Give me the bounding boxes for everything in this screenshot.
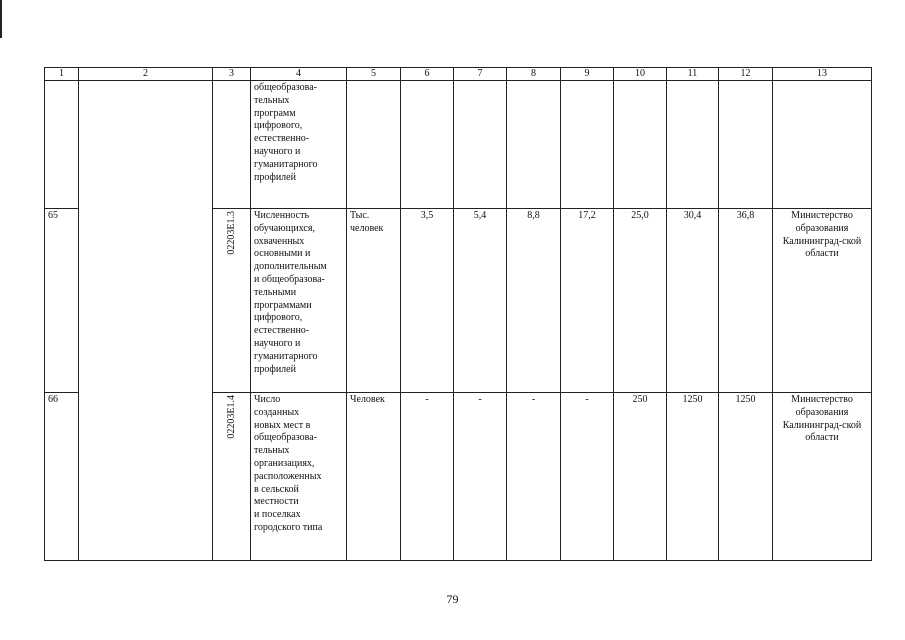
description-line: основными и — [254, 248, 311, 260]
column-header: 9 — [561, 68, 614, 81]
column-header: 11 — [667, 68, 719, 81]
description-line: дополнительным — [254, 261, 327, 273]
value-cell — [454, 81, 507, 209]
column-header: 3 — [213, 68, 251, 81]
value-cell: 30,4 — [667, 209, 719, 393]
indicator-code-cell — [213, 81, 251, 209]
indicator-code: 02203E1.3 — [225, 211, 237, 255]
description-line: охваченных — [254, 235, 305, 247]
description-line: цифрового, — [254, 120, 303, 132]
value-cell — [614, 81, 667, 209]
indicator-code-cell — [213, 393, 251, 561]
description-line: цифрового, — [254, 312, 303, 324]
description-line: городского типа — [254, 521, 323, 533]
column-header: 8 — [507, 68, 561, 81]
unit-cell: Человек — [347, 393, 401, 561]
description-line: программами — [254, 299, 312, 311]
unit-cell: Тыс. человек — [347, 209, 401, 393]
column-header: 10 — [614, 68, 667, 81]
description-line: созданных — [254, 406, 300, 418]
value-cell: 25,0 — [614, 209, 667, 393]
column-header: 6 — [401, 68, 454, 81]
description-line: естественно- — [254, 133, 310, 145]
description-line: тельных — [254, 445, 290, 457]
value-cell: 1250 — [719, 393, 773, 561]
column-header: 5 — [347, 68, 401, 81]
value-cell: - — [401, 393, 454, 561]
description-line: тельными — [254, 286, 297, 298]
description-line: новых мест в — [254, 419, 311, 431]
value-cell: 17,2 — [561, 209, 614, 393]
indicator-description — [251, 81, 347, 209]
indicator-code-cell — [213, 209, 251, 393]
unit-cell — [347, 81, 401, 209]
value-cell — [667, 81, 719, 209]
description-line: тельных — [254, 94, 290, 106]
column-header: 4 — [251, 68, 347, 81]
scan-edge-mark — [0, 0, 2, 38]
value-cell: 36,8 — [719, 209, 773, 393]
value-cell — [401, 81, 454, 209]
description-line: программ — [254, 107, 296, 119]
responsible-agency: Министерство образования Калининград-ской области — [773, 393, 872, 561]
description-line: естественно- — [254, 325, 310, 337]
value-cell: 5,4 — [454, 209, 507, 393]
column-header: 12 — [719, 68, 773, 81]
row-number: 66 — [45, 393, 79, 561]
column-header: 1 — [45, 68, 79, 81]
description-line: профилей — [254, 171, 296, 183]
description-line: научного и — [254, 145, 301, 157]
column-header: 7 — [454, 68, 507, 81]
target-cell — [79, 81, 213, 561]
indicator-description — [251, 393, 347, 561]
table-row — [45, 81, 872, 209]
value-cell — [507, 81, 561, 209]
description-line: общеобразова- — [254, 432, 318, 444]
indicator-code: 02203E1.4 — [225, 395, 237, 439]
value-cell: 8,8 — [507, 209, 561, 393]
column-number-row — [45, 68, 872, 81]
description-line: расположенных — [254, 470, 322, 482]
description-line: Число — [254, 394, 281, 405]
value-cell: - — [454, 393, 507, 561]
value-cell: 1250 — [667, 393, 719, 561]
description-line: общеобразова- — [254, 82, 318, 93]
value-cell — [561, 81, 614, 209]
page-number: 79 — [446, 592, 459, 606]
description-line: Численность — [254, 210, 310, 221]
description-line: и поселках — [254, 509, 301, 521]
description-line: и общеобразова- — [254, 273, 325, 285]
description-line: гуманитарного — [254, 158, 318, 170]
value-cell: - — [507, 393, 561, 561]
column-header: 13 — [773, 68, 872, 81]
description-line: организациях, — [254, 457, 315, 469]
description-line: в сельской — [254, 483, 299, 495]
description-line: профилей — [254, 363, 296, 375]
indicator-table — [44, 67, 872, 561]
value-cell: 250 — [614, 393, 667, 561]
row-number — [45, 81, 79, 209]
column-header: 2 — [79, 68, 213, 81]
indicator-description — [251, 209, 347, 393]
description-line: научного и — [254, 337, 301, 349]
description-line: обучающихся, — [254, 222, 315, 234]
value-cell — [719, 81, 773, 209]
description-line: гуманитарного — [254, 350, 318, 362]
responsible-agency: Министерство образования Калининград-ской области — [773, 209, 872, 393]
value-cell: - — [561, 393, 614, 561]
responsible-agency — [773, 81, 872, 209]
description-line: местности — [254, 496, 299, 508]
value-cell: 3,5 — [401, 209, 454, 393]
row-number: 65 — [45, 209, 79, 393]
